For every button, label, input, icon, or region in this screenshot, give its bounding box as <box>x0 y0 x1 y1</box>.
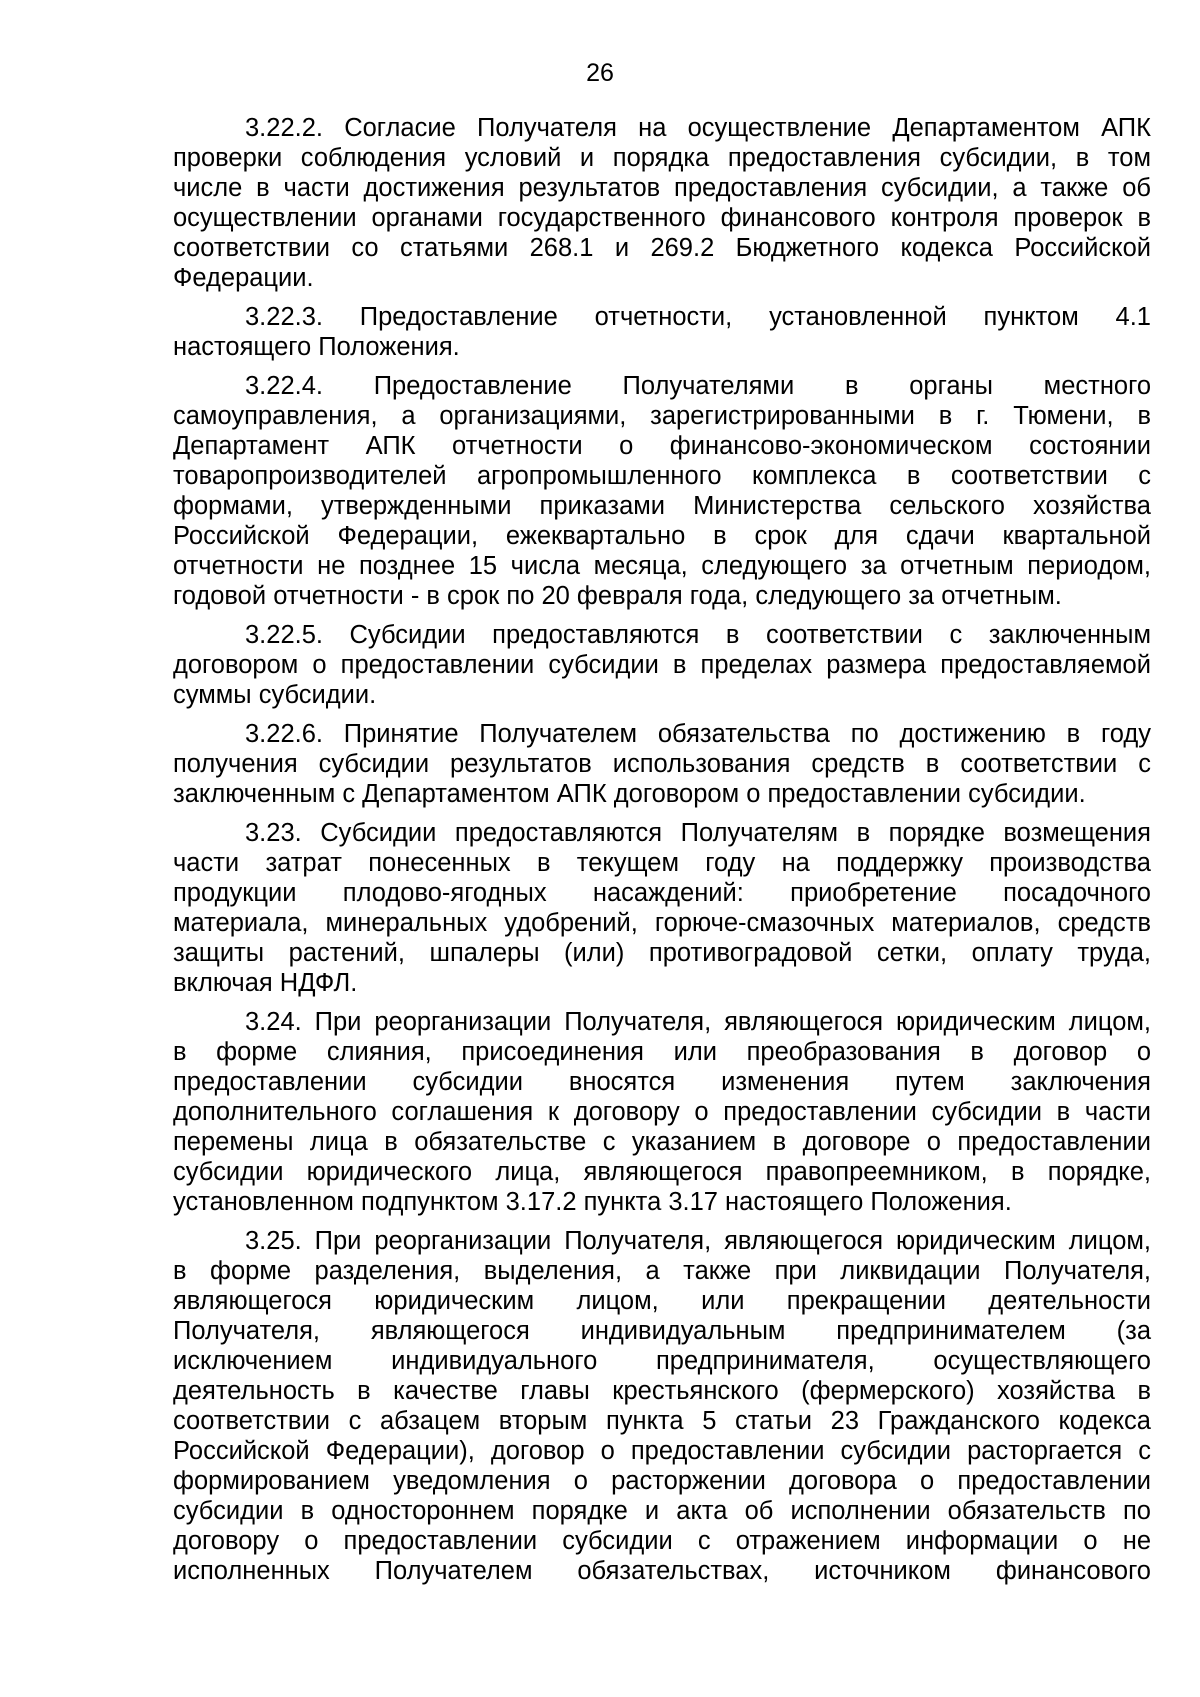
text-line: перемены лица в обязательстве с указанием в договоре о предоставлении <box>173 1128 1151 1156</box>
text-line: являющегося юридическим лицом, или прекращении деятельности <box>173 1287 1151 1315</box>
text-line: настоящего Положения. <box>173 333 460 361</box>
text-line: исполненных Получателем обязательствах, источником финансового <box>173 1557 1151 1585</box>
paragraph-clause-3-22-4 <box>173 371 1151 611</box>
text-line: числе в части достижения результатов предоставления субсидии, а также об <box>173 174 1151 202</box>
text-line: 3.22.4. Предоставление Получателями в органы местного <box>245 372 1151 400</box>
paragraph-clause-3-24 <box>173 1007 1151 1217</box>
text-line: суммы субсидии. <box>173 681 377 709</box>
text-line: дополнительного соглашения к договору о предоставлении субсидии в части <box>173 1098 1151 1126</box>
text-line: соответствии с абзацем вторым пункта 5 статьи 23 Гражданского кодекса <box>173 1407 1151 1435</box>
text-line: отчетности не позднее 15 числа месяца, следующего за отчетным периодом, <box>173 552 1151 580</box>
text-line: формированием уведомления о расторжении договора о предоставлении <box>173 1467 1151 1495</box>
text-line: защиты растений, шпалеры (или) противоградовой сетки, оплату труда, <box>173 939 1151 967</box>
text-line: самоуправления, а организациями, зарегистрированными в г. Тюмени, в <box>173 402 1151 430</box>
text-line: установленном подпунктом 3.17.2 пункта 3.17 настоящего Положения. <box>173 1188 1012 1216</box>
document-body <box>173 113 1151 1595</box>
text-line: 3.22.3. Предоставление отчетности, установленной пунктом 4.1 <box>245 303 1151 331</box>
text-line: 3.24. При реорганизации Получателя, являющегося юридическим лицом, <box>245 1008 1151 1036</box>
text-line: 3.22.5. Субсидии предоставляются в соответствии с заключенным <box>245 621 1151 649</box>
text-line: 3.22.2. Согласие Получателя на осуществление Департаментом АПК <box>245 114 1151 142</box>
text-line: Департамент АПК отчетности о финансово-экономическом состоянии <box>173 432 1151 460</box>
text-line: проверки соблюдения условий и порядка предоставления субсидии, в том <box>173 144 1151 172</box>
paragraph-clause-3-23 <box>173 818 1151 998</box>
text-line: Российской Федерации, ежеквартально в срок для сдачи квартальной <box>173 522 1151 550</box>
text-line: Российской Федерации), договор о предоставлении субсидии расторгается с <box>173 1437 1151 1465</box>
text-line: деятельность в качестве главы крестьянского (фермерского) хозяйства в <box>173 1377 1151 1405</box>
text-line: договором о предоставлении субсидии в пределах размера предоставляемой <box>173 651 1151 679</box>
text-line: 3.22.6. Принятие Получателем обязательства по достижению в году <box>245 720 1151 748</box>
text-line: осуществлении органами государственного финансового контроля проверок в <box>173 204 1151 232</box>
text-line: субсидии в одностороннем порядке и акта об исполнении обязательств по <box>173 1497 1151 1525</box>
text-line: товаропроизводителей агропромышленного комплекса в соответствии с <box>173 462 1151 490</box>
text-line: субсидии юридического лица, являющегося правопреемником, в порядке, <box>173 1158 1151 1186</box>
text-line: заключенным с Департаментом АПК договором о предоставлении субсидии. <box>173 780 1086 808</box>
paragraph-clause-3-22-5 <box>173 620 1151 710</box>
text-line: годовой отчетности - в срок по 20 февраля года, следующего за отчетным. <box>173 582 1062 610</box>
paragraph-clause-3-25 <box>173 1226 1151 1586</box>
text-line: предоставлении субсидии вносятся изменения путем заключения <box>173 1068 1151 1096</box>
text-line: в форме слияния, присоединения или преобразования в договор о <box>173 1038 1151 1066</box>
text-line: материала, минеральных удобрений, горюче-смазочных материалов, средств <box>173 909 1151 937</box>
text-line: включая НДФЛ. <box>173 969 358 997</box>
text-line: Получателя, являющегося индивидуальным предпринимателем (за <box>173 1317 1151 1345</box>
page-number: 26 <box>586 59 614 87</box>
text-line: в форме разделения, выделения, а также при ликвидации Получателя, <box>173 1257 1151 1285</box>
text-line: соответствии со статьями 268.1 и 269.2 Бюджетного кодекса Российской <box>173 234 1151 262</box>
paragraph-clause-3-22-3 <box>173 302 1151 362</box>
paragraph-clause-3-22-6 <box>173 719 1151 809</box>
text-line: исключением индивидуального предпринимателя, осуществляющего <box>173 1347 1151 1375</box>
paragraph-clause-3-22-2 <box>173 113 1151 293</box>
text-line: Федерации. <box>173 264 314 292</box>
text-line: части затрат понесенных в текущем году на поддержку производства <box>173 849 1151 877</box>
text-line: получения субсидии результатов использования средств в соответствии с <box>173 750 1151 778</box>
text-line: продукции плодово-ягодных насаждений: приобретение посадочного <box>173 879 1151 907</box>
text-line: договору о предоставлении субсидии с отражением информации о не <box>173 1527 1151 1555</box>
text-line: формами, утвержденными приказами Министерства сельского хозяйства <box>173 492 1151 520</box>
text-line: 3.23. Субсидии предоставляются Получателям в порядке возмещения <box>245 819 1151 847</box>
text-line: 3.25. При реорганизации Получателя, являющегося юридическим лицом, <box>245 1227 1151 1255</box>
